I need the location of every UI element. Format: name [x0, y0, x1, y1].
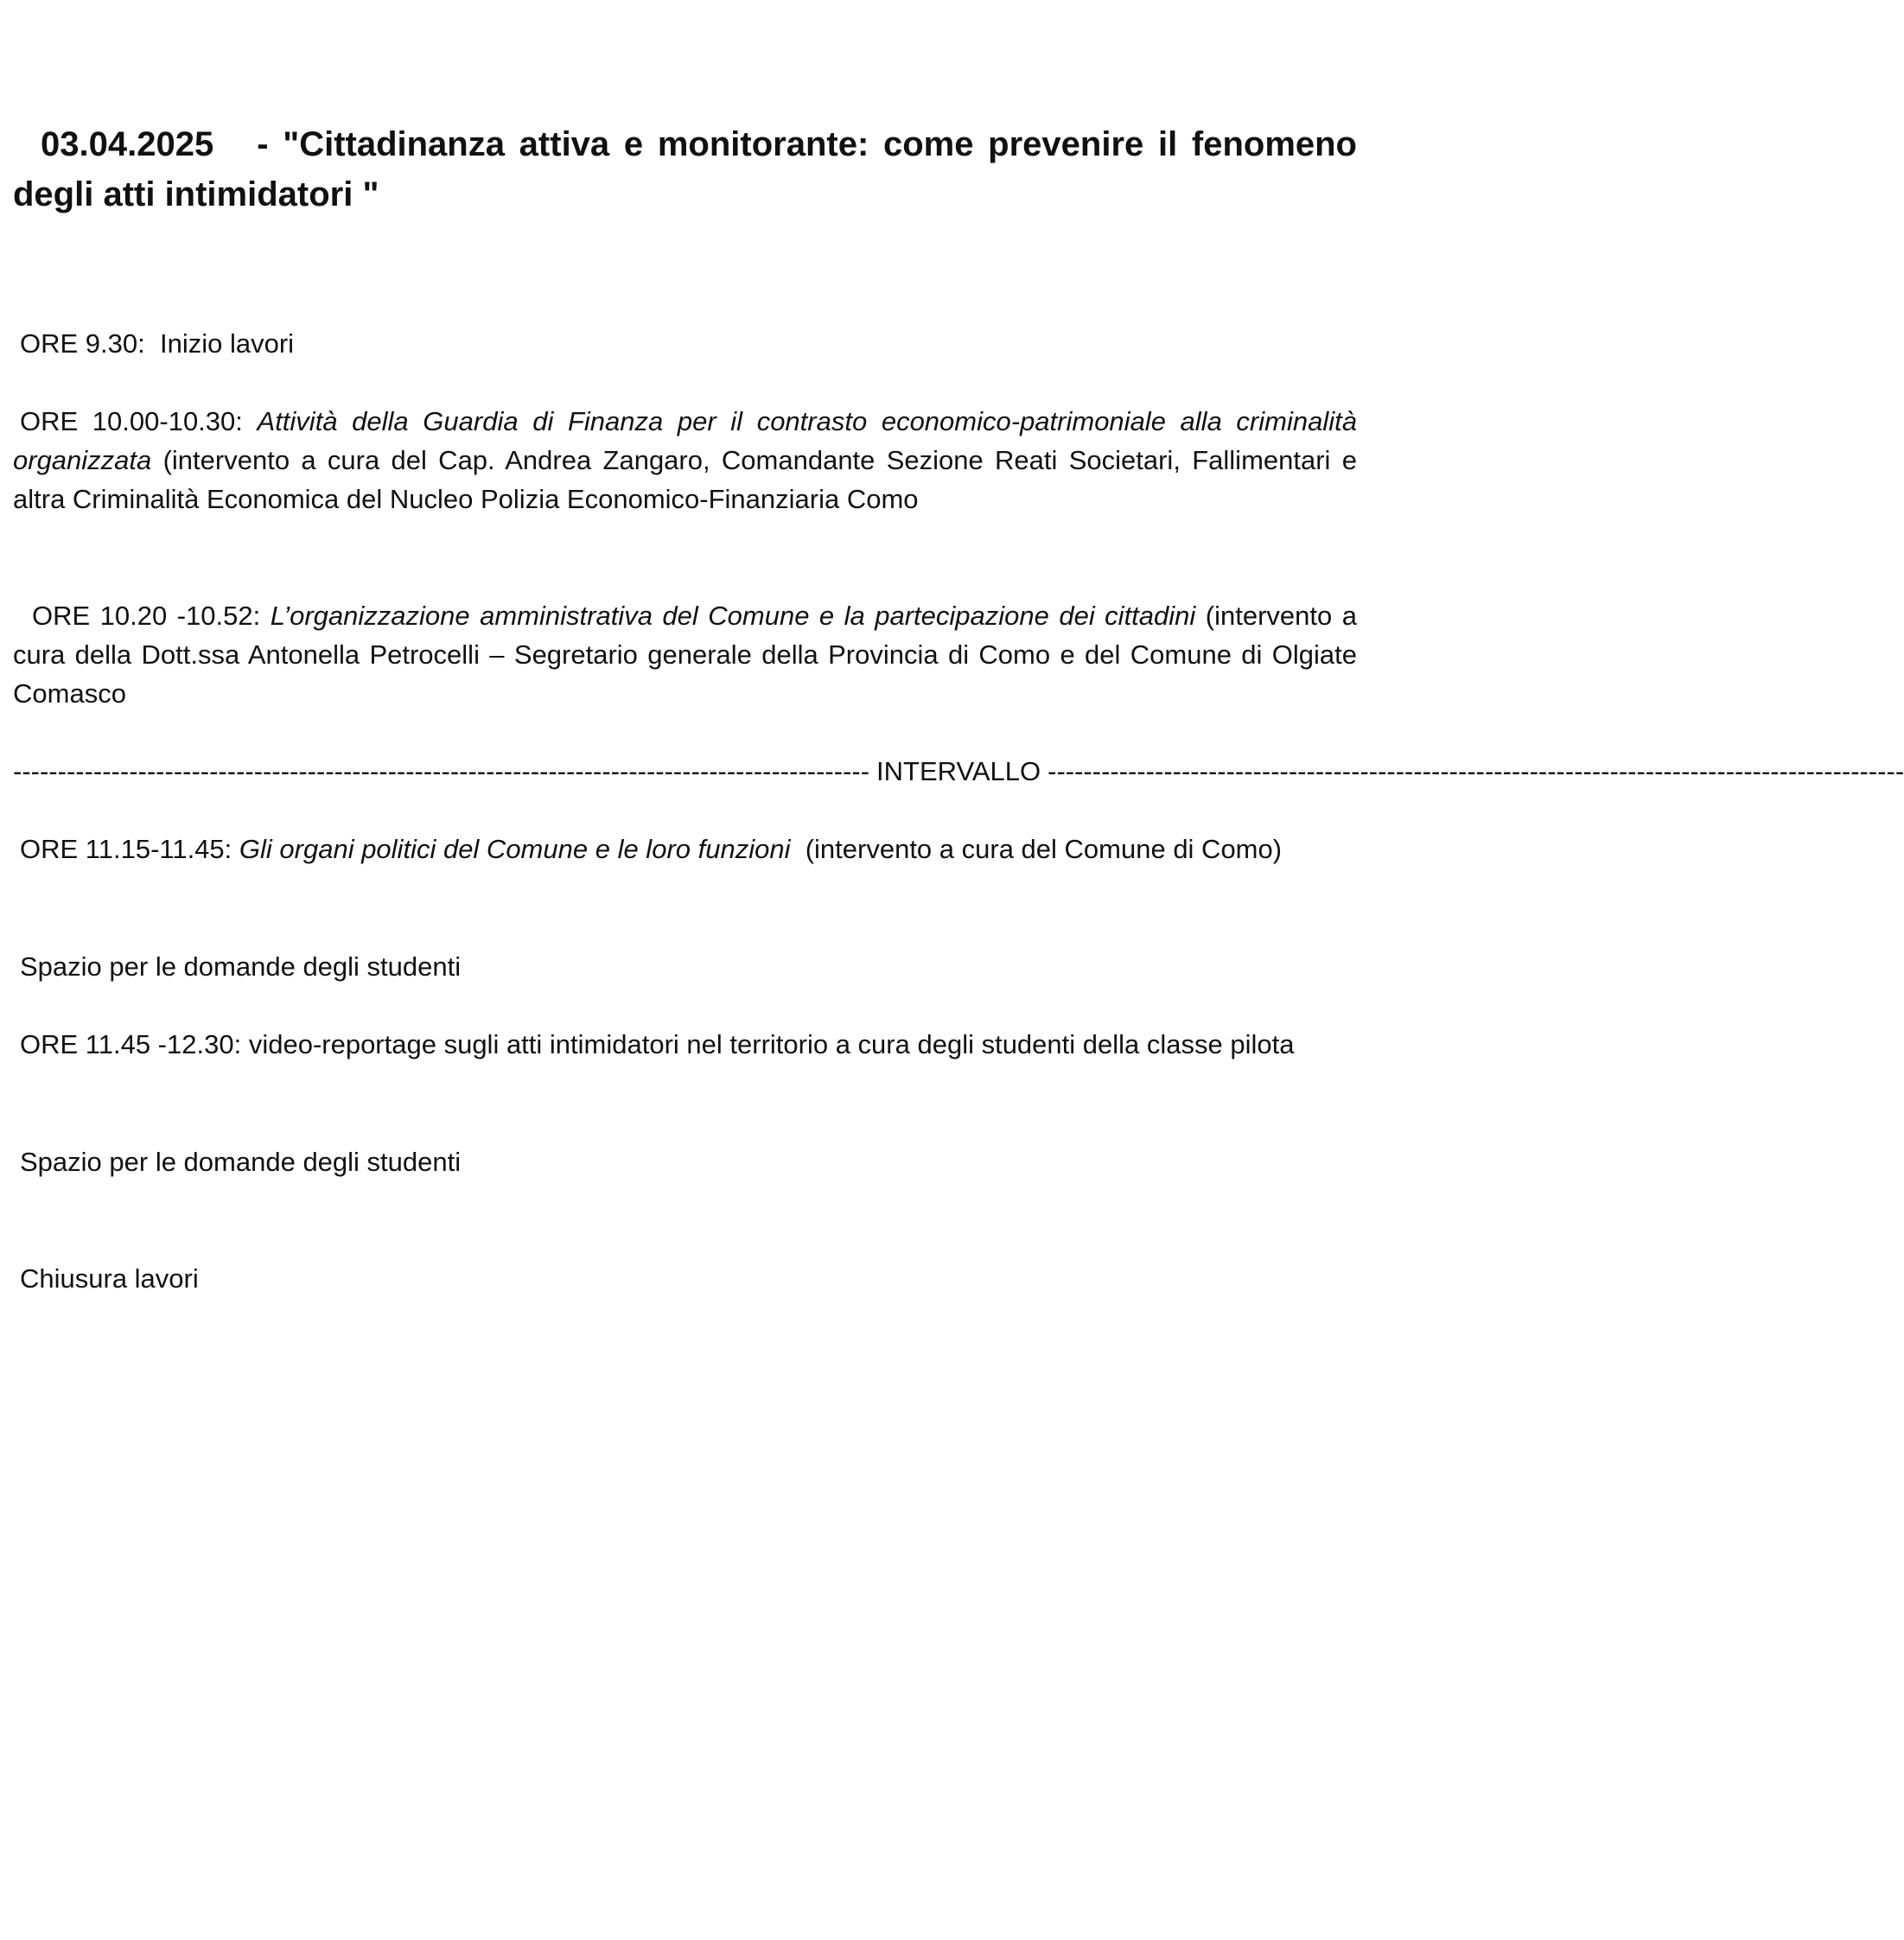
schedule-item-organizzazione — [13, 596, 1357, 713]
item-topic: Gli organi politici del Comune e le loro funzioni — [239, 834, 791, 864]
questions-slot-2: Spazio per le domande degli studenti — [20, 1147, 462, 1177]
item-text: (intervento a cura del Comune di Como) — [805, 834, 1283, 864]
item-time: ORE 11.15-11.45: — [20, 834, 232, 864]
item-time: ORE 10.20 -10.52: — [32, 601, 261, 631]
divider-dashes-right: ------------------------------------------------------------------------------------------------ — [1048, 756, 1904, 786]
questions-slot-1: Spazio per le domande degli studenti — [20, 951, 462, 982]
item-text: (intervento a cura della Dott.ssa Antonella Petrocelli – Segretario generale della Provincia di Como e del Comune di Olgiate Comasco — [13, 601, 1357, 709]
divider-dashes-left: ------------------------------------------------------------------------------------------------ — [13, 756, 870, 786]
item-time: ORE 10.00-10.30: — [20, 406, 243, 436]
title-text: - "Cittadinanza attiva e monitorante: come prevenire il fenomeno degli atti intimidatori " — [13, 125, 1357, 213]
intervallo-divider — [13, 752, 1904, 791]
closing-line: Chiusura lavori — [20, 1263, 199, 1294]
item-text: Inizio lavori — [159, 328, 295, 359]
schedule-item-guardia-finanza — [13, 402, 1357, 518]
schedule-item-video-reportage — [13, 1025, 1357, 1064]
title-date: 03.04.2025 — [41, 125, 214, 163]
item-topic: Attività della Guardia di Finanza per il contrasto economico-patrimoniale alla criminalità organizzata — [13, 406, 1357, 475]
schedule-item-organi-politici — [13, 830, 1357, 868]
item-topic: L’organizzazione amministrativa del Comune e la partecipazione dei cittadini — [270, 601, 1196, 631]
schedule-item-opening — [13, 324, 1364, 363]
item-time: ORE 11.45 -12.30: — [20, 1029, 242, 1059]
item-time: ORE 9.30: — [20, 328, 145, 359]
intervallo-label: INTERVALLO — [876, 756, 1041, 786]
document-title — [13, 119, 1357, 219]
item-text: video-reportage sugli atti intimidatori nel territorio a cura degli studenti della classe pilota — [248, 1029, 1295, 1059]
item-text: (intervento a cura del Cap. Andrea Zangaro, Comandante Sezione Reati Societari, Fallimentari e altra Criminalità Economica del Nucleo Polizia Economico-Finanziaria Como — [13, 445, 1357, 514]
